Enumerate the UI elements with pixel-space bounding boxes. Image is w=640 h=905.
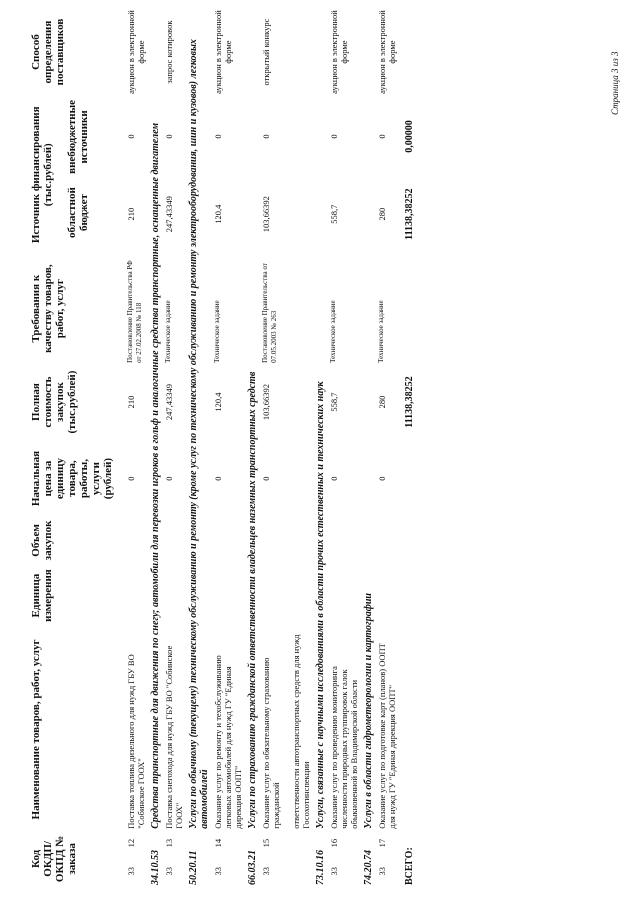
section-title: Средства транспортные для движения по снегу; автомобили для перевозки игроков в гольф и аналогичные средства транспортные, оснащенные двигателем: [150, 122, 161, 829]
row-volume: [211, 518, 245, 563]
row-number: 17: [377, 838, 387, 848]
row-method: аукцион в электронной форме: [213, 10, 233, 94]
row-number: 12: [126, 838, 136, 848]
row-number: 16: [329, 838, 339, 848]
row-regional-budget: 247,43349: [164, 196, 174, 233]
row-start-price: 0: [126, 476, 136, 481]
page-footer: Страница 3 из 3: [610, 51, 620, 115]
row-code: 33: [213, 867, 223, 876]
section-code: 50.20.11: [188, 850, 199, 885]
row-start-price: 0: [164, 476, 174, 481]
row-full-cost: 247,43349: [164, 383, 174, 421]
row-code: 33: [164, 867, 174, 876]
header-start-price: Начальная цена за единицу товара, работы, услуги (рублей): [30, 450, 114, 507]
row-number: 13: [164, 838, 174, 848]
table-row: [259, 7, 313, 887]
row-name-text: Поставка снегохода для нужд ГБУ ВО "Собинское ГООХ": [164, 645, 184, 829]
row-code: 33: [329, 867, 339, 876]
row-code: 33: [261, 867, 271, 876]
row-start-price: 0: [261, 476, 271, 481]
header-volume: Объем закупок: [30, 520, 54, 561]
row-regional-budget: 210: [126, 207, 136, 221]
row-unit: [259, 563, 313, 628]
section-row: [186, 7, 211, 887]
row-volume: [259, 518, 313, 563]
row-full-cost: 120,4: [213, 392, 223, 412]
row-number: 15: [261, 838, 271, 848]
row-regional-budget: 103,66392: [261, 196, 271, 233]
row-name-text: Поставка топлива дизельного для нужд ГБУ ВО "Собинское ГООХ": [126, 654, 146, 829]
row-name: [259, 628, 313, 831]
section-row: [245, 7, 259, 887]
row-name-text: Оказание услуг по проведению мониторинга численности природных группировок галок обыкновенной во Владимирской области: [329, 666, 359, 829]
row-method: открытый конкурс: [261, 18, 271, 86]
row-full-cost: 558,7: [329, 392, 339, 412]
row-extrabudget: 0: [261, 134, 271, 139]
section-row: [148, 7, 162, 887]
row-unit: [211, 563, 245, 628]
row-requirements: Постановление Правительства от 07.05.2003 № 263: [261, 263, 278, 363]
row-number: 14: [213, 838, 223, 848]
header-requirements: Требования к качеству товаров, работ, услуг: [30, 264, 66, 353]
section-row: [361, 7, 375, 887]
procurement-table: [30, 7, 417, 887]
row-name-text: Оказание услуг по подготовке карт (планов) ООПТ для нужд ГУ "Единая дирекция ООПТ": [377, 643, 397, 829]
row-regional-budget: 280: [377, 207, 387, 221]
section-code: 74.20.74: [363, 850, 374, 885]
row-method: аукцион в электронной форме: [377, 10, 397, 94]
row-extrabudget: 0: [213, 134, 223, 139]
row-method: аукцион в электронной форме: [329, 10, 349, 94]
table-row: [375, 7, 399, 887]
row-unit: [124, 563, 148, 628]
row-code: 33: [377, 867, 387, 876]
row-name: [327, 628, 361, 831]
section-title: Услуги в области гидрометеорологии и картографии: [363, 593, 374, 829]
row-method: запрос котировок: [164, 20, 174, 84]
totals-extrabudget: 0,00000: [404, 120, 415, 153]
row-start-price: 0: [213, 476, 223, 481]
row-name-text: Оказание услуг по ремонту и техобслуживанию легковых автомобилей для нужд ГУ "Единая дирекция ООПТ": [213, 655, 243, 829]
header-unit: Единица измерения: [30, 569, 54, 622]
section-code: 66.03.21: [247, 850, 258, 885]
header-method: Способ определения поставщиков: [30, 18, 66, 86]
row-extrabudget: 0: [164, 134, 174, 139]
row-volume: [327, 518, 361, 563]
totals-spacer-end: [399, 7, 417, 97]
section-row: [313, 7, 327, 887]
row-unit: [327, 563, 361, 628]
row-requirements: Постановление Правительства РФ от 27.02.2008 № 118: [126, 260, 143, 363]
section-code: 73.10.16: [315, 850, 326, 885]
row-name: [124, 628, 148, 831]
header-funding-extra: внебюджетные источники: [66, 99, 90, 174]
row-regional-budget: 120,4: [213, 204, 223, 224]
totals-label: ВСЕГО:: [404, 847, 415, 885]
section-title: Услуги, связанные с научными исследованиями в области прочих естественных и технических наук: [315, 381, 326, 829]
totals-row: [399, 7, 417, 887]
row-extrabudget: 0: [377, 134, 387, 139]
row-name: [211, 628, 245, 831]
row-extrabudget: 0: [126, 134, 136, 139]
section-title: Услуги по обычному (текущему) техническому обслуживанию и ремонту (кроме услуг по техническому обслуживанию и ремонту электрооборудования, шин и кузовов) легковых автомобилей: [188, 39, 210, 829]
row-full-cost: 210: [126, 395, 136, 409]
header-row: [30, 7, 114, 887]
row-name-continued: ответственности автотранспортных средств для нужд Госохотинспекции: [291, 634, 311, 829]
row-code: 33: [126, 867, 136, 876]
row-name: [162, 628, 186, 831]
row-requirements: Техническое задание: [329, 300, 337, 363]
row-name: [375, 628, 399, 831]
header-funding-title: Источник финансирования (тыс.рублей): [30, 106, 54, 244]
header-funding: [30, 97, 114, 252]
row-full-cost: 103,66392: [261, 383, 271, 421]
section-code: 34.10.53: [150, 850, 161, 885]
table-body: [124, 7, 417, 887]
table-row: [124, 7, 148, 887]
row-requirements: Техническое задание: [164, 300, 172, 363]
totals-regional-budget: 11138,38252: [404, 188, 415, 240]
header-name: Наименование товаров, работ, услуг: [30, 639, 42, 820]
row-regional-budget: 558,7: [329, 204, 339, 224]
totals-spacer: [399, 252, 417, 365]
row-start-price: 0: [329, 476, 339, 481]
row-volume: [124, 518, 148, 563]
table-row: [162, 7, 186, 887]
row-name-text: Оказание услуг по обязательному страхованию гражданской: [261, 657, 281, 829]
row-full-cost: 280: [377, 395, 387, 409]
table-row: [211, 7, 245, 887]
row-unit: [375, 563, 399, 628]
row-method: аукцион в электронной форме: [126, 10, 146, 94]
row-extrabudget: 0: [329, 134, 339, 139]
row-start-price: 0: [377, 476, 387, 481]
totals-full-cost: 11138,38252: [404, 376, 415, 428]
row-unit: [162, 563, 186, 628]
row-volume: [375, 518, 399, 563]
header-funding-regional: областной бюджет: [66, 187, 90, 238]
section-title: Услуги по страхованию гражданской ответственности владельцев наземных транспортных средств: [247, 371, 258, 829]
header-code: Код ОКДП/ ОКПД № заказа: [30, 835, 78, 883]
row-volume: [162, 518, 186, 563]
table-row: [327, 7, 361, 887]
header-full-cost: Полная стоимость закупок (тыс.рублей): [30, 370, 78, 434]
row-requirements: Техническое задание: [213, 300, 221, 363]
row-requirements: Техническое задание: [377, 300, 385, 363]
